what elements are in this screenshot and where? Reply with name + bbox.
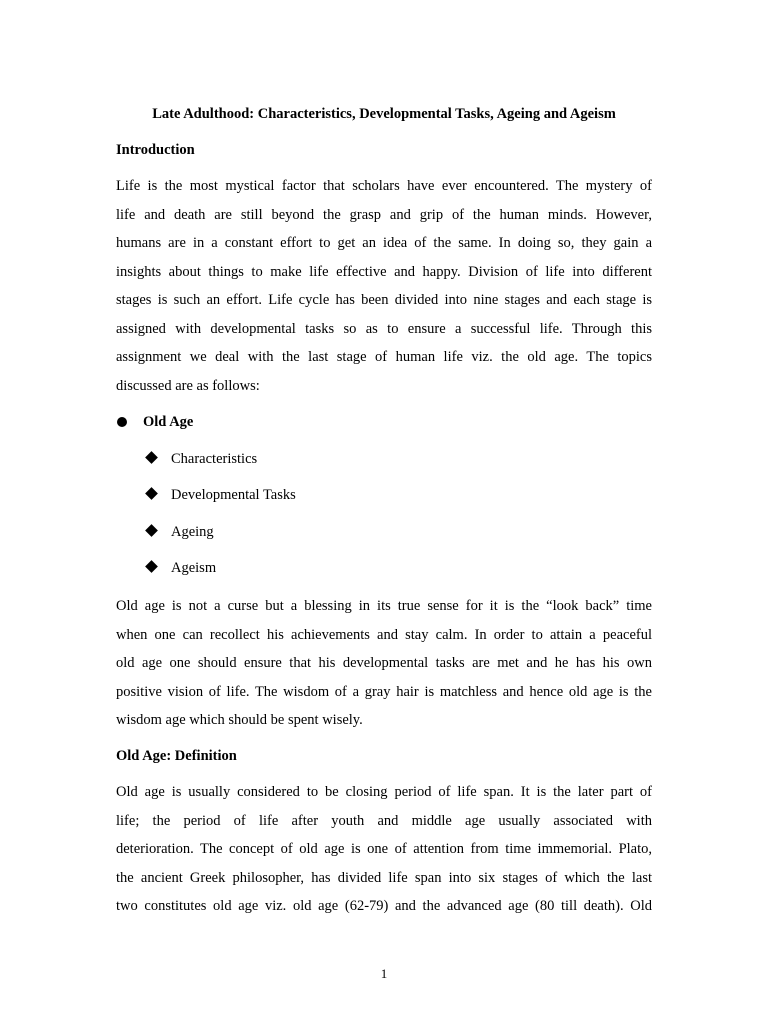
old-age-paragraph bbox=[116, 592, 652, 735]
paragraph-line: life; the period of life after youth and middle age usually associated with bbox=[116, 812, 652, 829]
paragraph-line: assignment we deal with the last stage of human life viz. the old age. The topics bbox=[116, 349, 652, 365]
subtopic-label: Developmental Tasks bbox=[171, 487, 296, 503]
paragraph-line: two constitutes old age viz. old age (62-79) and the advanced age (80 till death). Old bbox=[116, 898, 652, 914]
round-bullet-icon bbox=[117, 417, 127, 427]
paragraph-line: wisdom age which should be spent wisely. bbox=[116, 712, 363, 728]
definition-heading: Old Age: Definition bbox=[116, 748, 237, 764]
document-title: Late Adulthood: Characteristics, Developmental Tasks, Ageing and Ageism bbox=[152, 106, 616, 122]
paragraph-line: life and death are still beyond the grasp and grip of the human minds. However, bbox=[116, 206, 652, 223]
paragraph-line: the ancient Greek philosopher, has divided life span into six stages of which the last bbox=[116, 869, 652, 886]
paragraph-line: old age one should ensure that his developmental tasks are met and he has his own bbox=[116, 655, 652, 671]
paragraph-line: Old age is usually considered to be closing period of life span. It is the later part of bbox=[116, 784, 652, 800]
paragraph-line: positive vision of life. The wisdom of a gray hair is matchless and hence old age is the bbox=[116, 683, 652, 700]
topic-label: Old Age bbox=[143, 414, 194, 430]
paragraph-line: Old age is not a curse but a blessing in its true sense for it is the “look back” time bbox=[116, 598, 652, 614]
paragraph-line: when one can recollect his achievements and stay calm. In order to attain a peaceful bbox=[116, 626, 652, 643]
page-number: 1 bbox=[380, 966, 388, 981]
subtopic-label: Ageing bbox=[171, 524, 214, 540]
diamond-bullet-icon bbox=[145, 451, 158, 464]
paragraph-line: assigned with developmental tasks so as to ensure a successful life. Through this bbox=[116, 320, 652, 337]
diamond-bullet-icon bbox=[145, 524, 158, 537]
diamond-bullet-icon bbox=[145, 487, 158, 500]
diamond-bullet-icon bbox=[145, 560, 158, 573]
subtopic-label: Ageism bbox=[171, 560, 217, 576]
paragraph-line: insights about things to make life effective and happy. Division of life into different bbox=[116, 263, 652, 280]
paragraph-line: stages is such an effort. Life cycle has been divided into nine stages and each stage is bbox=[116, 292, 652, 308]
paragraph-line: discussed are as follows: bbox=[116, 377, 260, 394]
paragraph-line: deterioration. The concept of old age is one of attention from time immemorial. Plato, bbox=[116, 841, 652, 857]
paragraph-line: humans are in a constant effort to get an idea of the same. In doing so, they gain a bbox=[116, 235, 652, 251]
introduction-heading: Introduction bbox=[116, 142, 195, 158]
subtopic-label: Characteristics bbox=[171, 451, 258, 467]
definition-paragraph bbox=[116, 778, 652, 921]
paragraph-line: Life is the most mystical factor that scholars have ever encountered. The mystery of bbox=[116, 178, 652, 194]
intro-paragraph bbox=[116, 172, 652, 400]
